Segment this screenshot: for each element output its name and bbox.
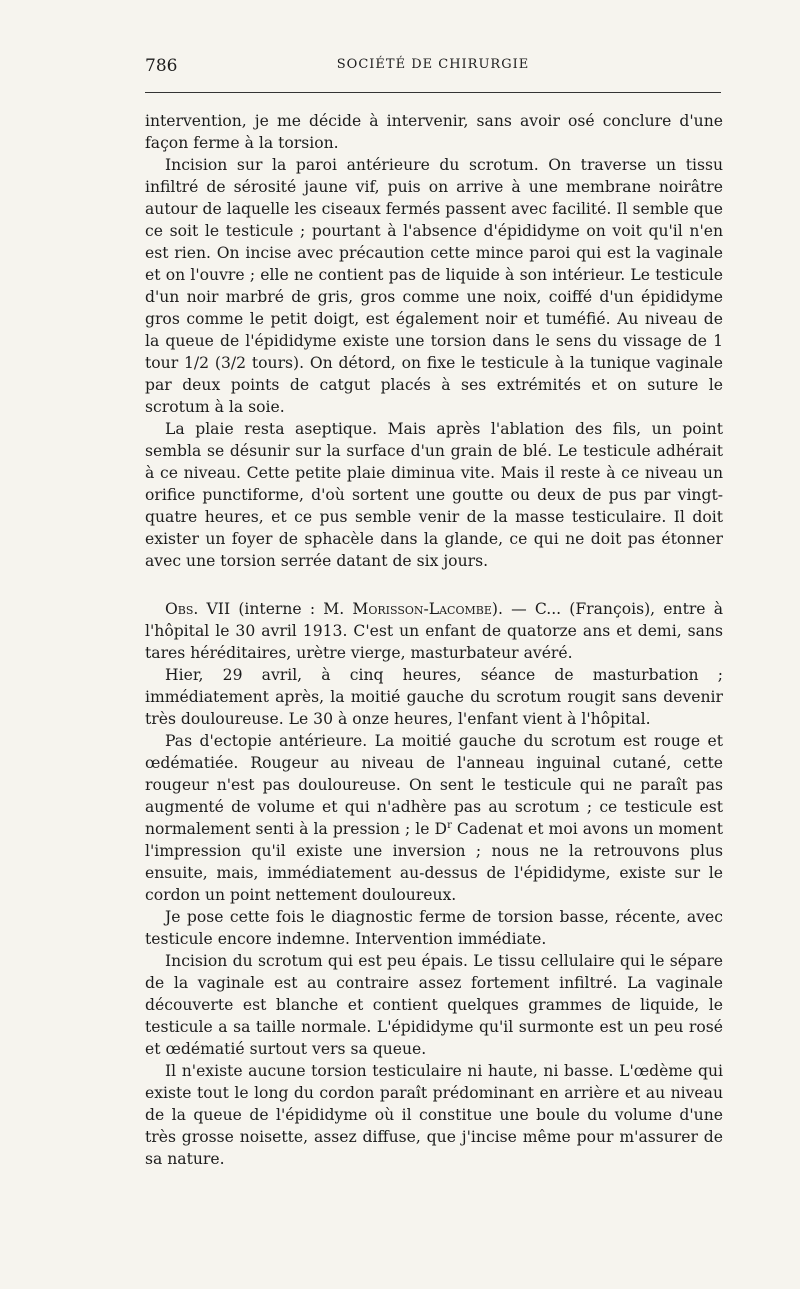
body-text (145, 110, 723, 1170)
paragraph-continuation: intervention, je me décide à intervenir, sans avoir osé conclure d'une façon ferme à la torsion. (145, 112, 723, 152)
paragraph-observation (145, 598, 723, 664)
page-header (145, 56, 721, 80)
obs-interne-prefix: (interne : M. (238, 600, 353, 618)
paragraph-incision: Incision sur la paroi antérieure du scrotum. On traverse un tissu infiltré de sérosité jaune vif, puis on arrive à une membrane noirâtre autour de laquelle les ciseaux fermés passent avec facilité. Il semble que ce soit le testicule ; pourtant à l'absence d'épididyme on voit qu'il n'en est rien. On incise avec précaution cette mince paroi qui est la vaginale et on l'ouvre ; elle ne contient pas de liquide à son intérieur. Le testicule d'un noir marbré de gris, gros comme une noix, coiffé d'un épididyme gros comme le petit doigt, est également noir et tuméfié. Au niveau de la queue de l'épididyme existe une torsion dans le sens du vissage de 1 tour 1/2 (3/2 tours). On détord, on fixe le testicule à la tunique vaginale par deux points de catgut placés à ses extrémités et on suture le scrotum à la soie. (145, 156, 723, 416)
obs-interne-name: Morisson-Lacombe (352, 600, 492, 618)
header-rule (145, 92, 721, 93)
paragraph-incision-scrotum: Incision du scrotum qui est peu épais. Le tissu cellulaire qui le sépare de la vaginale est au contraire assez fortement infiltré. La vaginale découverte est blanche et contient quelques grammes de liquide, le testicule a sa taille normale. L'épididyme qu'il surmonte est un peu rosé et œdématié surtout vers sa queue. (145, 952, 723, 1058)
page-number: 786 (145, 56, 178, 76)
p6-before: Pas d'ectopie antérieure. La moitié gauche du scrotum est rouge et œdématiée. Rougeur au niveau de l'anneau inguinal cutané, cette rougeur n'est pas douloureuse. On sent le testicule qui ne paraît pas augmenté de volume et qui n'adhère pas au scrotum ; ce testicule est normalement senti à la pression ; le D (145, 732, 723, 838)
paragraph-plaie: La plaie resta aseptique. Mais après l'ablation des fils, un point sembla se désunir sur la surface d'un grain de blé. Le testicule adhérait à ce niveau. Cette petite plaie diminua vite. Mais il reste à ce niveau un orifice punctiforme, d'où sortent une goutte ou deux de pus par vingt-quatre heures, et ce pus semble venir de la masse testiculaire. Il doit exister un foyer de sphacèle dans la glande, ce qui ne doit pas étonner avec une torsion serrée datant de six jours. (145, 420, 723, 570)
p6-superscript: r (447, 819, 452, 831)
running-title: SOCIÉTÉ DE CHIRURGIE (336, 57, 530, 72)
paragraph-hier: Hier, 29 avril, à cinq heures, séance de masturbation ; immédiatement après, la moitié gauche du scrotum rougit sans devenir très douloureuse. Le 30 à onze heures, l'enfant vient à l'hôpital. (145, 666, 723, 728)
paragraph-torsion: Il n'existe aucune torsion testiculaire ni haute, ni basse. L'œdème qui existe tout le long du cordon paraît prédominant en arrière et au niveau de la queue de l'épididyme où il constitue une boule du volume d'une très grosse noisette, assez diffuse, que j'incise même pour m'assurer de sa nature. (145, 1062, 723, 1168)
p6-after: Cadenat et moi avons un moment l'impression qu'il existe une inversion ; nous ne la retrouvons plus ensuite, mais, immédiatement au-dessus de l'épididyme, existe sur le cordon un point nettement douloureux. (145, 820, 723, 904)
obs-label: Obs. VII (165, 600, 231, 618)
paragraph-ectopie (145, 730, 723, 906)
paragraph-diagnostic: Je pose cette fois le diagnostic ferme de torsion basse, récente, avec testicule encore indemne. Intervention immédiate. (145, 908, 723, 948)
obs-rest: ). — C... (François), entre à l'hôpital le 30 avril 1913. C'est un enfant de quatorze ans et demi, sans tares héréditaires, urètre vierge, masturbateur avéré. (145, 600, 723, 662)
